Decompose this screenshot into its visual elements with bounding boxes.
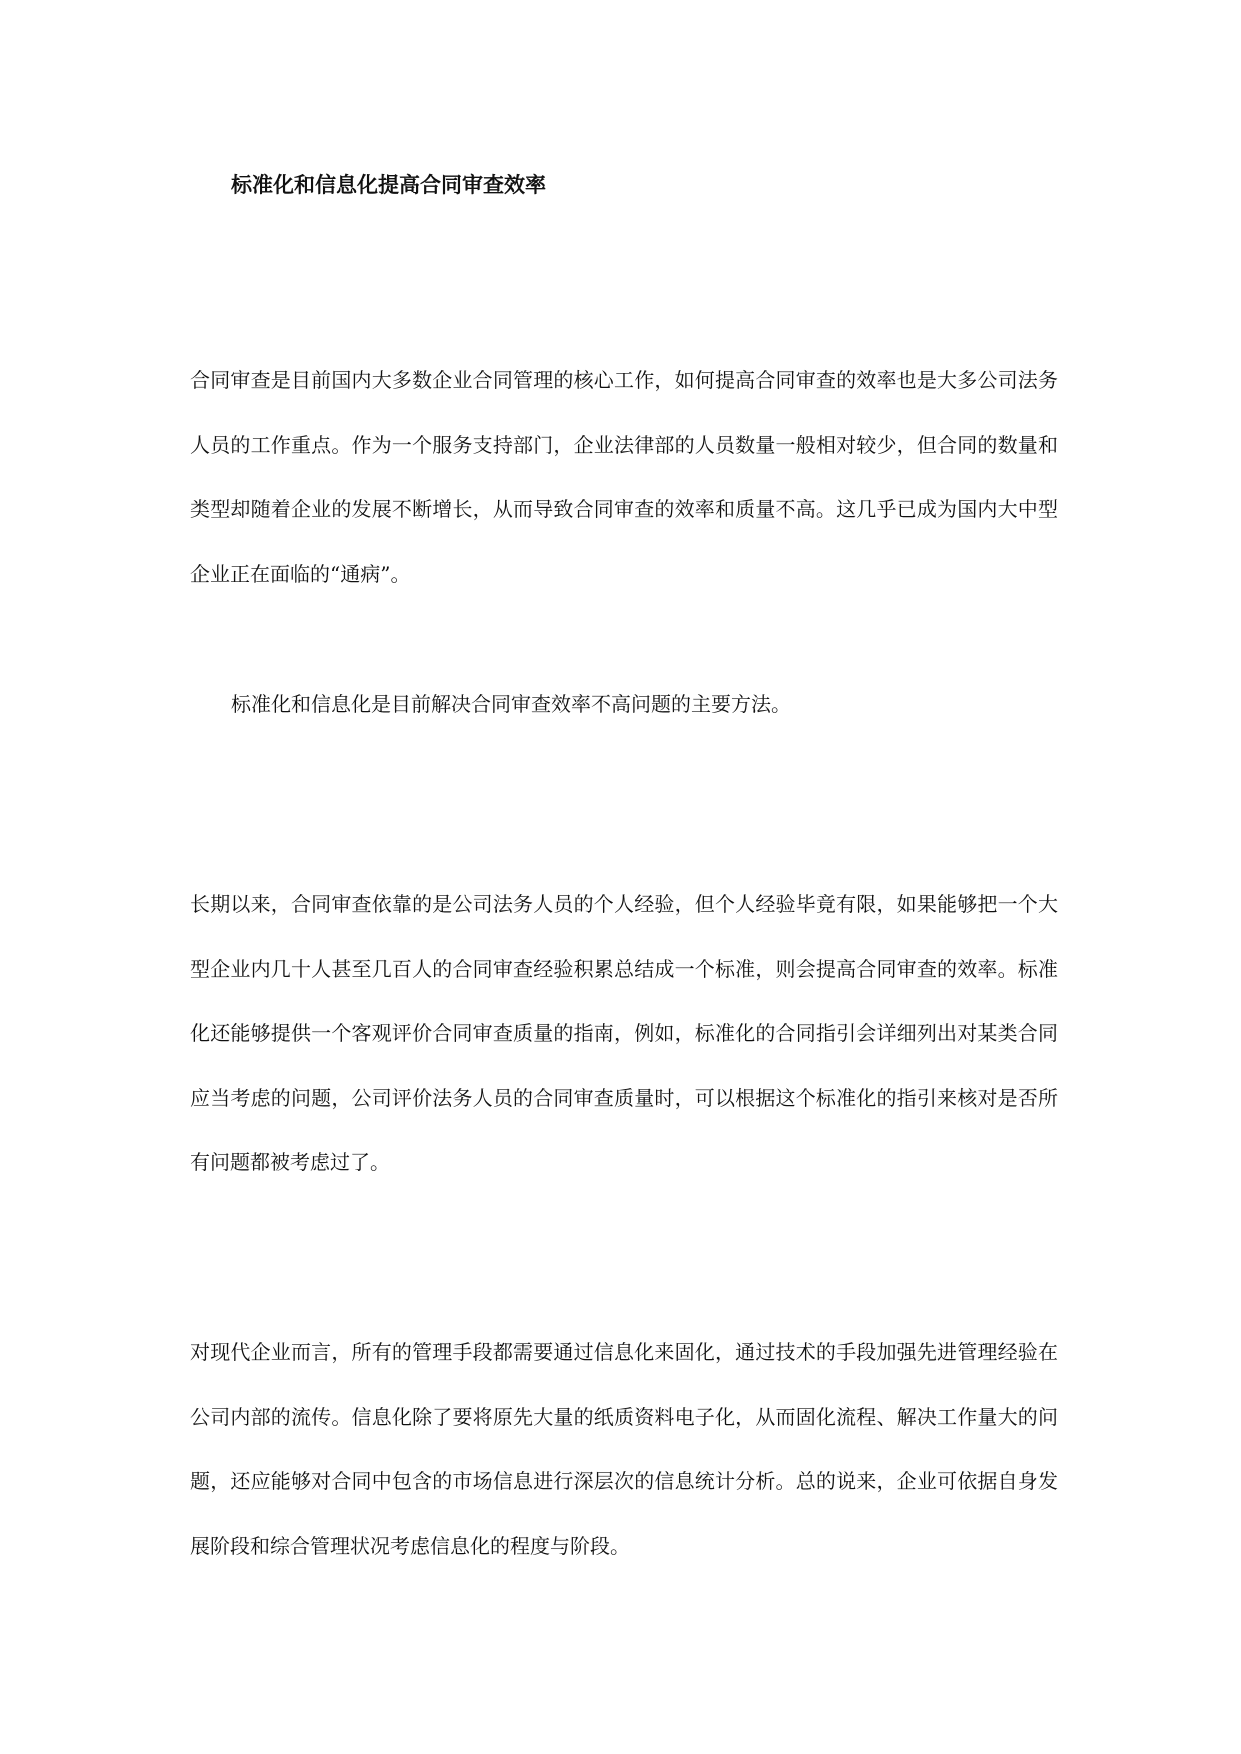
paragraph-4: 对现代企业而言，所有的管理手段都需要通过信息化来固化，通过技术的手段加强先进管理经验在公司内部的流传。信息化除了要将原先大量的纸质资料电子化，从而固化流程、解决工作量大的问题，还应能够对合同中包含的市场信息进行深层次的信息统计分析。总的说来，企业可依据自身发展阶段和综合管理状况考虑信息化的程度与阶段。 (190, 1340, 1058, 1558)
paragraph-3: 长期以来，合同审查依靠的是公司法务人员的个人经验，但个人经验毕竟有限，如果能够把一个大型企业内几十人甚至几百人的合同审查经验积累总结成一个标准，则会提高合同审查的效率。标准化还能够提供一个客观评价合同审查质量的指南，例如，标准化的合同指引会详细列出对某类合同应当考虑的问题，公司评价法务人员的合同审查质量时，可以根据这个标准化的指引来核对是否所有问题都被考虑过了。 (190, 892, 1058, 1174)
paragraph-2: 标准化和信息化是目前解决合同审查效率不高问题的主要方法。 (231, 692, 791, 716)
document-title: 标准化和信息化提高合同审查效率 (231, 172, 546, 197)
paragraph-1: 合同审查是目前国内大多数企业合同管理的核心工作，如何提高合同审查的效率也是大多公司法务人员的工作重点。作为一个服务支持部门，企业法律部的人员数量一般相对较少，但合同的数量和类型却随着企业的发展不断增长，从而导致合同审查的效率和质量不高。这几乎已成为国内大中型企业正在面临的“通病”。 (190, 368, 1058, 586)
